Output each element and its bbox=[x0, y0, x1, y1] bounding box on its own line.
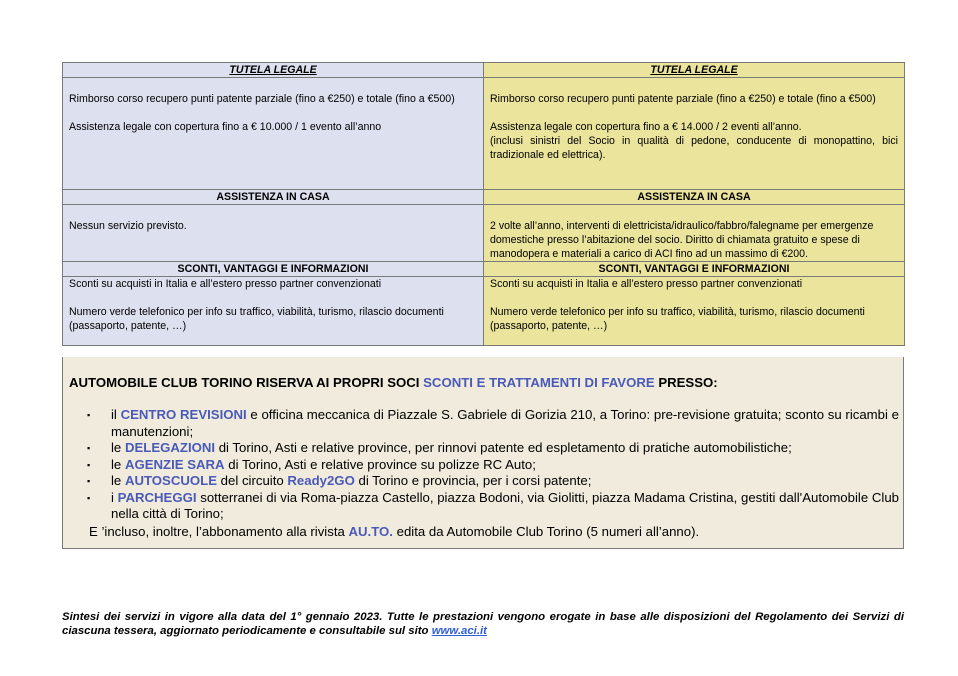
bullet-icon: ▪ bbox=[87, 476, 91, 486]
legal-left-line2: Assistenza legale con copertura fino a € 10.000 / 1 evento all’anno bbox=[69, 121, 382, 133]
aci-website-link[interactable]: www.aci.it bbox=[431, 624, 487, 637]
home-header-left: ASSISTENZA IN CASA bbox=[63, 190, 484, 205]
promo-title-a: AUTOMOBILE CLUB TORINO RISERVA AI PROPRI SOCI bbox=[69, 375, 424, 390]
promo-item-post: e officina meccanica di Piazzale S. Gabriele di Gorizia 210, a Torino: pre-revisione gratuita; sconto su ricambi e manutenzioni; bbox=[111, 407, 899, 439]
promo-item-highlight: AGENZIE SARA bbox=[124, 456, 225, 472]
promo-item-highlight: PARCHEGGI bbox=[117, 489, 197, 505]
legal-header-right: TUTELA LEGALE bbox=[484, 63, 905, 78]
promo-item-pre: le bbox=[111, 473, 125, 488]
legal-right-line2: Assistenza legale con copertura fino a € 14.000 / 2 eventi all’anno. bbox=[490, 121, 802, 133]
home-cell-right bbox=[484, 205, 905, 262]
home-left-text: Nessun servizio previsto. bbox=[69, 220, 187, 232]
discounts-header-left: SCONTI, VANTAGGI E INFORMAZIONI bbox=[63, 262, 484, 277]
discounts-left-line2: Numero verde telefonico per info su traffico, viabilità, turismo, rilascio documenti (passaporto, patente, …) bbox=[69, 306, 444, 332]
discounts-left-line1: Sconti su acquisti in Italia e all’estero presso partner convenzionati bbox=[69, 278, 382, 290]
promo-box bbox=[62, 357, 904, 549]
promo-item-agenzie bbox=[87, 457, 899, 474]
promo-item-highlight: CENTRO REVISIONI bbox=[120, 407, 247, 422]
promo-item-highlight: AUTOSCUOLE bbox=[124, 473, 218, 488]
promo-outro-highlight: AU.TO. bbox=[348, 524, 393, 539]
bullet-icon: ▪ bbox=[87, 410, 91, 420]
legal-left-line1: Rimborso corso recupero punti patente parziale (fino a €250) e totale (fino a €500) bbox=[69, 93, 455, 105]
promo-title bbox=[69, 375, 718, 392]
home-right-text: 2 volte all’anno, interventi di elettricista/idraulico/fabbro/falegname per emergenze domestiche presso l’abitazione del socio. Diritto di chiamata gratuito e spese di manodopera e materiali a carico di ACI fino ad un massimo di €200. bbox=[490, 220, 874, 260]
promo-item-post: sotterranei di via Roma-piazza Castello, piazza Bodoni, via Giolitti, piazza Madama Cristina, gestiti dall'Automobile Club nella città di Torino; bbox=[111, 489, 899, 521]
promo-item-pre: i bbox=[111, 489, 118, 505]
promo-outro bbox=[89, 524, 699, 541]
legal-cell-right bbox=[484, 78, 905, 190]
legal-cell-left bbox=[63, 78, 484, 190]
promo-outro-b: edita da Automobile Club Torino (5 numeri all’anno). bbox=[392, 524, 700, 539]
discounts-cell-left bbox=[63, 277, 484, 346]
promo-item-highlight: DELEGAZIONI bbox=[124, 440, 216, 455]
footer-text: Sintesi dei servizi in vigore alla data del 1° gennaio 2023. Tutte le prestazioni vengono erogate in base alle disposizioni del Regolamento dei Servizi di ciascuna tessera, aggiornato periodicamente e consultabile sul sito bbox=[62, 611, 904, 637]
discounts-right-line1: Sconti su acquisti in Italia e all’estero presso partner convenzionati bbox=[490, 278, 803, 290]
legal-right-line1: Rimborso corso recupero punti patente parziale (fino a €250) e totale (fino a €500) bbox=[490, 93, 876, 105]
legal-right-line3: (inclusi sinistri del Socio in qualità di pedone, conducente di monopattino, bici tradizionale ed elettrica). bbox=[490, 135, 898, 161]
home-header-right: ASSISTENZA IN CASA bbox=[484, 190, 905, 205]
promo-item-parcheggi bbox=[87, 490, 899, 523]
promo-title-highlight: SCONTI E TRATTAMENTI DI FAVORE bbox=[423, 375, 655, 390]
home-cell-left bbox=[63, 205, 484, 262]
promo-item-post: di Torino e provincia, per i corsi patente; bbox=[354, 473, 592, 488]
comparison-table bbox=[62, 62, 905, 346]
footer-note bbox=[62, 611, 904, 638]
discounts-header-right: SCONTI, VANTAGGI E INFORMAZIONI bbox=[484, 262, 905, 277]
promo-title-b: PRESSO: bbox=[654, 375, 718, 390]
promo-item-pre: le bbox=[111, 440, 125, 455]
discounts-right-line2: Numero verde telefonico per info su traffico, viabilità, turismo, rilascio documenti (passaporto, patente, …) bbox=[490, 306, 865, 332]
promo-item-autoscuole bbox=[87, 473, 899, 490]
promo-item-delegazioni bbox=[87, 440, 899, 457]
promo-item-highlight-2: Ready2GO bbox=[287, 473, 355, 488]
bullet-icon: ▪ bbox=[87, 492, 91, 503]
discounts-cell-right bbox=[484, 277, 905, 346]
legal-header-left: TUTELA LEGALE bbox=[63, 63, 484, 78]
promo-item-post: di Torino, Asti e relative province su polizze RC Auto; bbox=[224, 456, 536, 472]
promo-item-pre: le bbox=[111, 456, 125, 472]
promo-outro-a: E ’incluso, inoltre, l’abbonamento alla rivista bbox=[89, 524, 349, 539]
promo-item-mid: del circuito bbox=[217, 473, 288, 488]
bullet-icon: ▪ bbox=[87, 459, 91, 470]
promo-item-pre: il bbox=[111, 407, 121, 422]
promo-item-revisioni bbox=[87, 407, 899, 440]
promo-list bbox=[87, 407, 899, 523]
promo-item-post: di Torino, Asti e relative province, per rinnovi patente ed espletamento di pratiche automobilistiche; bbox=[215, 440, 792, 455]
bullet-icon: ▪ bbox=[87, 443, 91, 453]
